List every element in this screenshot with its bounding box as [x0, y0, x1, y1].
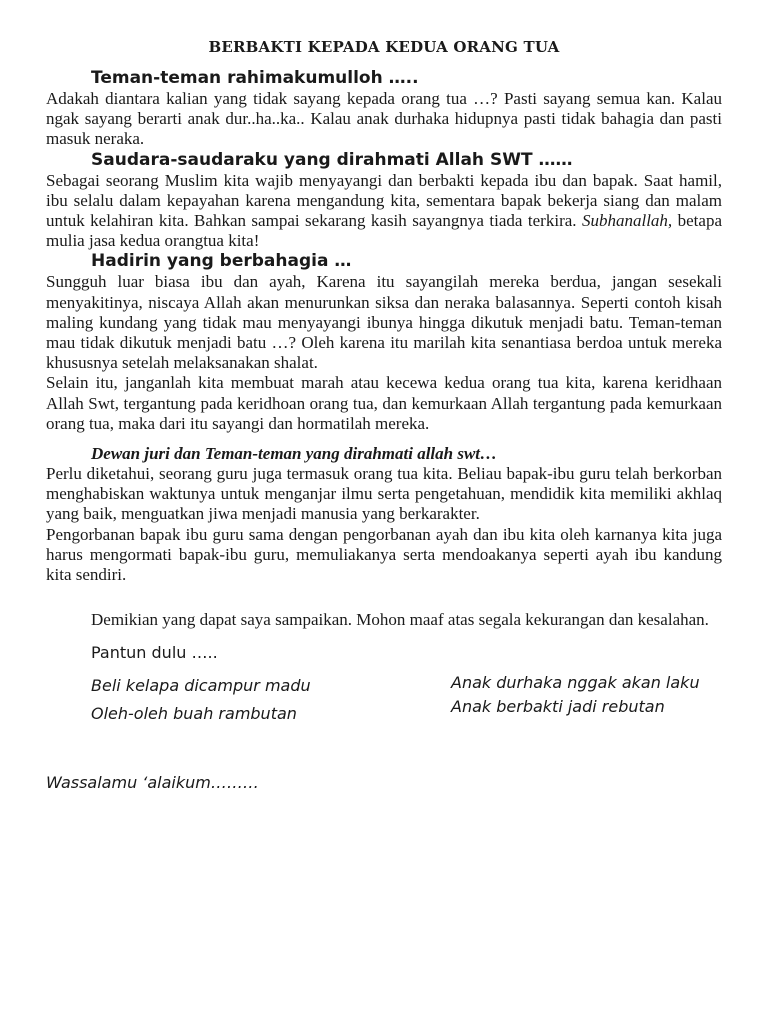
- section-heading-2: Saudara-saudaraku yang dirahmati Allah SWT ……: [91, 149, 573, 170]
- section-heading-1: Teman-teman rahimakumulloh …..: [91, 68, 419, 88]
- pantun-verse: [46, 671, 722, 751]
- pantun-line: Anak durhaka nggak akan laku: [451, 673, 700, 693]
- closing-paragraph: Demikian yang dapat saya sampaikan. Mohon maaf atas segala kekurangan dan kesalahan.: [91, 610, 709, 630]
- pantun-line: Anak berbakti jadi rebutan: [451, 697, 665, 717]
- section-paragraph-4a: Perlu diketahui, seorang guru juga termasuk orang tua kita. Beliau bapak-ibu guru telah berkorban menghabiskan waktunya untuk menganjar ilmu serta pengetahuan, mendidik kita memiliki akhlaq yang baik, menguatkan jiwa menjadi manusia yang berkarakter.: [46, 464, 722, 524]
- pantun-line: Beli kelapa dicampur madu: [91, 676, 311, 696]
- paragraph-italic-text: Subhanallah,: [581, 211, 673, 231]
- document-page: [46, 38, 722, 793]
- paragraph-text: betapa mulia jasa kedua orangtua kita!: [46, 211, 722, 251]
- pantun-left-column: [46, 671, 362, 724]
- pantun-right-column: [406, 671, 722, 717]
- pantun-line: Oleh-oleh buah rambutan: [91, 704, 297, 724]
- section-heading-3: Hadirin yang berbahagia …: [91, 251, 352, 272]
- section-paragraph-3a: Sungguh luar biasa ibu dan ayah, Karena itu sayangilah mereka berdua, jangan sesekali menyakitinya, niscaya Allah akan menurunkan siksa dan neraka balasannya. Seperti contoh kisah maling kundang yang tidak mau menyayangi ibunya hingga dikutuk menjadi batu. Teman-teman mau tidak dikutuk menjadi batu …? Oleh karena itu marilah kita senantiasa berdoa untuk mereka khususnya setelah melaksanakan shalat.: [46, 272, 722, 373]
- section-paragraph-1: Adakah diantara kalian yang tidak sayang kepada orang tua …? Pasti sayang semua kan. Kalau ngak sayang berarti anak dur..ha..ka.. Kalau anak durhaka hidupnya pasti tidak bahagia dan pasti masuk neraka.: [46, 89, 722, 149]
- paragraph-text: Sebagai seorang Muslim kita wajib menyayangi dan berbakti kepada ibu dan bapak. Saat hamil, ibu selalu dalam kepayahan karena mengandung kita, sementara bapak bekerja siang dan malam untuk kelahiran kita. Bahkan sampai sekarang kasih sayangnya tiada terkira.: [46, 170, 722, 231]
- section-paragraph-4b: Pengorbanan bapak ibu guru sama dengan pengorbanan ayah dan ibu kita oleh karnanya kita juga harus mengormati bapak-ibu guru, memuliakanya serta mendoakanya seperti ayah ibu kandung kita sendiri.: [46, 524, 722, 585]
- document-title: BERBAKTI KEPADA KEDUA ORANG TUA: [208, 38, 560, 56]
- signoff: Wassalamu ‘alaikum………: [46, 773, 259, 793]
- section-paragraph-3b: Selain itu, janganlah kita membuat marah atau kecewa kedua orang tua kita, karena keridhaan Allah Swt, tergantung pada keridhoan orang tua, dan kemurkaan Allah tergantung pada kemurkaan orang tua, maka dari itu sayangi dan hormatilah mereka.: [46, 373, 722, 433]
- section-heading-4: Dewan juri dan Teman-teman yang dirahmati allah swt…: [91, 444, 498, 464]
- pantun-intro: Pantun dulu …..: [91, 643, 218, 663]
- section-paragraph-2: [46, 171, 722, 252]
